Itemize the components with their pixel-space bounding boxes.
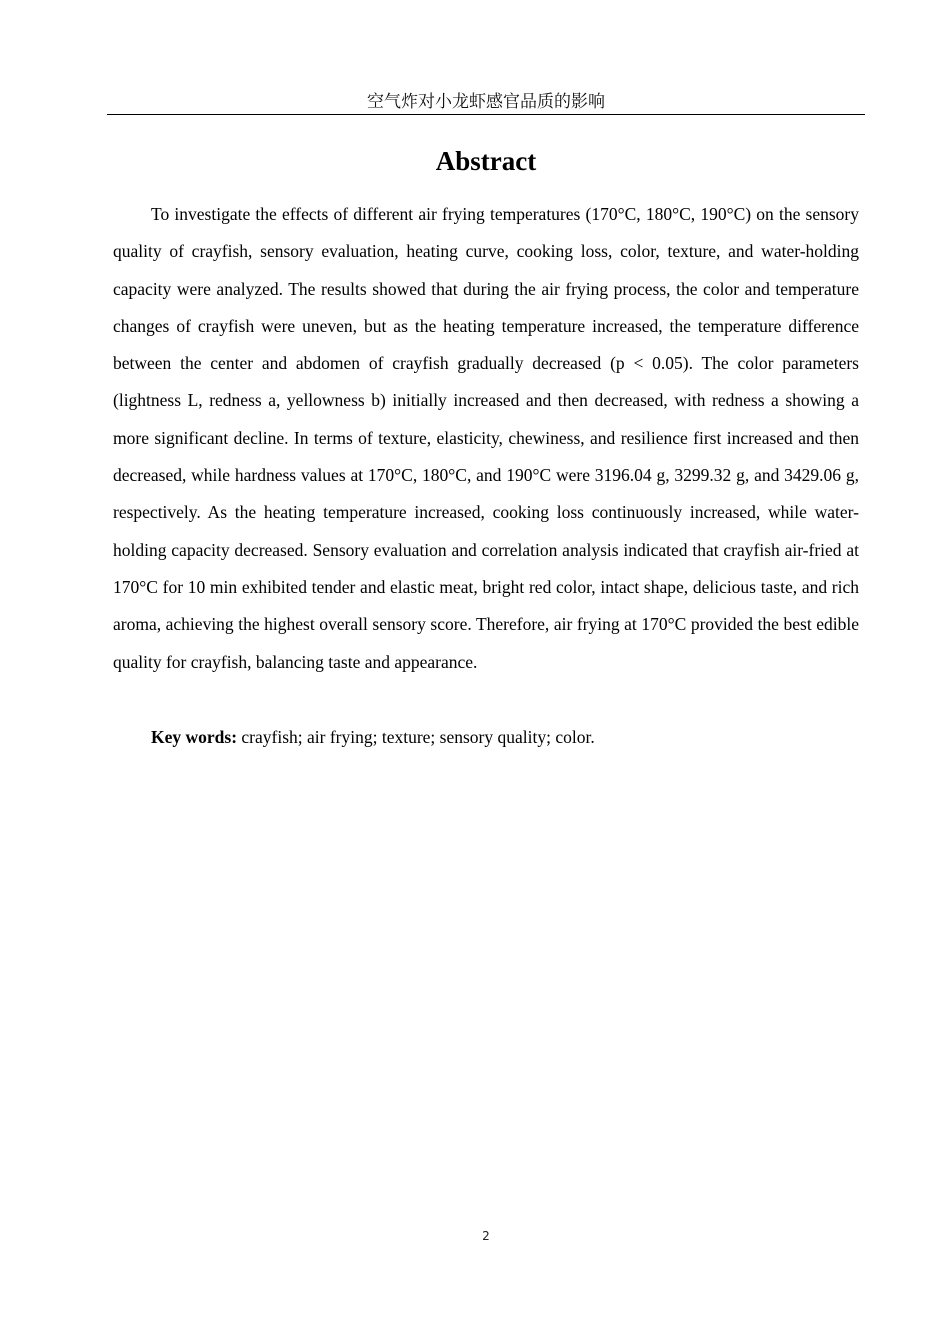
keywords-line — [113, 719, 859, 756]
abstract-body-paragraph: To investigate the effects of different air frying temperatures (170°C, 180°C, 190°C) on the sensory quality of crayfish, sensory evaluation, heating curve, cooking loss, color, texture, and water-holding capacity were analyzed. The results showed that during the air frying process, the color and temperature changes of crayfish were uneven, but as the heating temperature increased, the temperature difference between the center and abdomen of crayfish gradually decreased (p < 0.05). The color parameters (lightness L, redness a, yellowness b) initially increased and then decreased, with redness a showing a more significant decline. In terms of texture, elasticity, chewiness, and resilience first increased and then decreased, while hardness values at 170°C, 180°C, and 190°C were 3196.04 g, 3299.32 g, and 3429.06 g, respectively. As the heating temperature increased, cooking loss continuously increased, while water-holding capacity decreased. Sensory evaluation and correlation analysis indicated that crayfish air-fried at 170°C for 10 min exhibited tender and elastic meat, bright red color, intact shape, delicious taste, and rich aroma, achieving the highest overall sensory score. Therefore, air frying at 170°C provided the best edible quality for crayfish, balancing taste and appearance. — [113, 204, 859, 672]
keywords-label: Key words: — [151, 727, 238, 747]
page-number: 2 — [482, 1229, 490, 1243]
header-divider — [107, 114, 865, 115]
abstract-title: Abstract — [435, 146, 537, 176]
running-header-title: 空气炸对小龙虾感官品质的影响 — [367, 92, 605, 112]
keywords-text: crayfish; air frying; texture; sensory quality; color. — [237, 727, 595, 747]
